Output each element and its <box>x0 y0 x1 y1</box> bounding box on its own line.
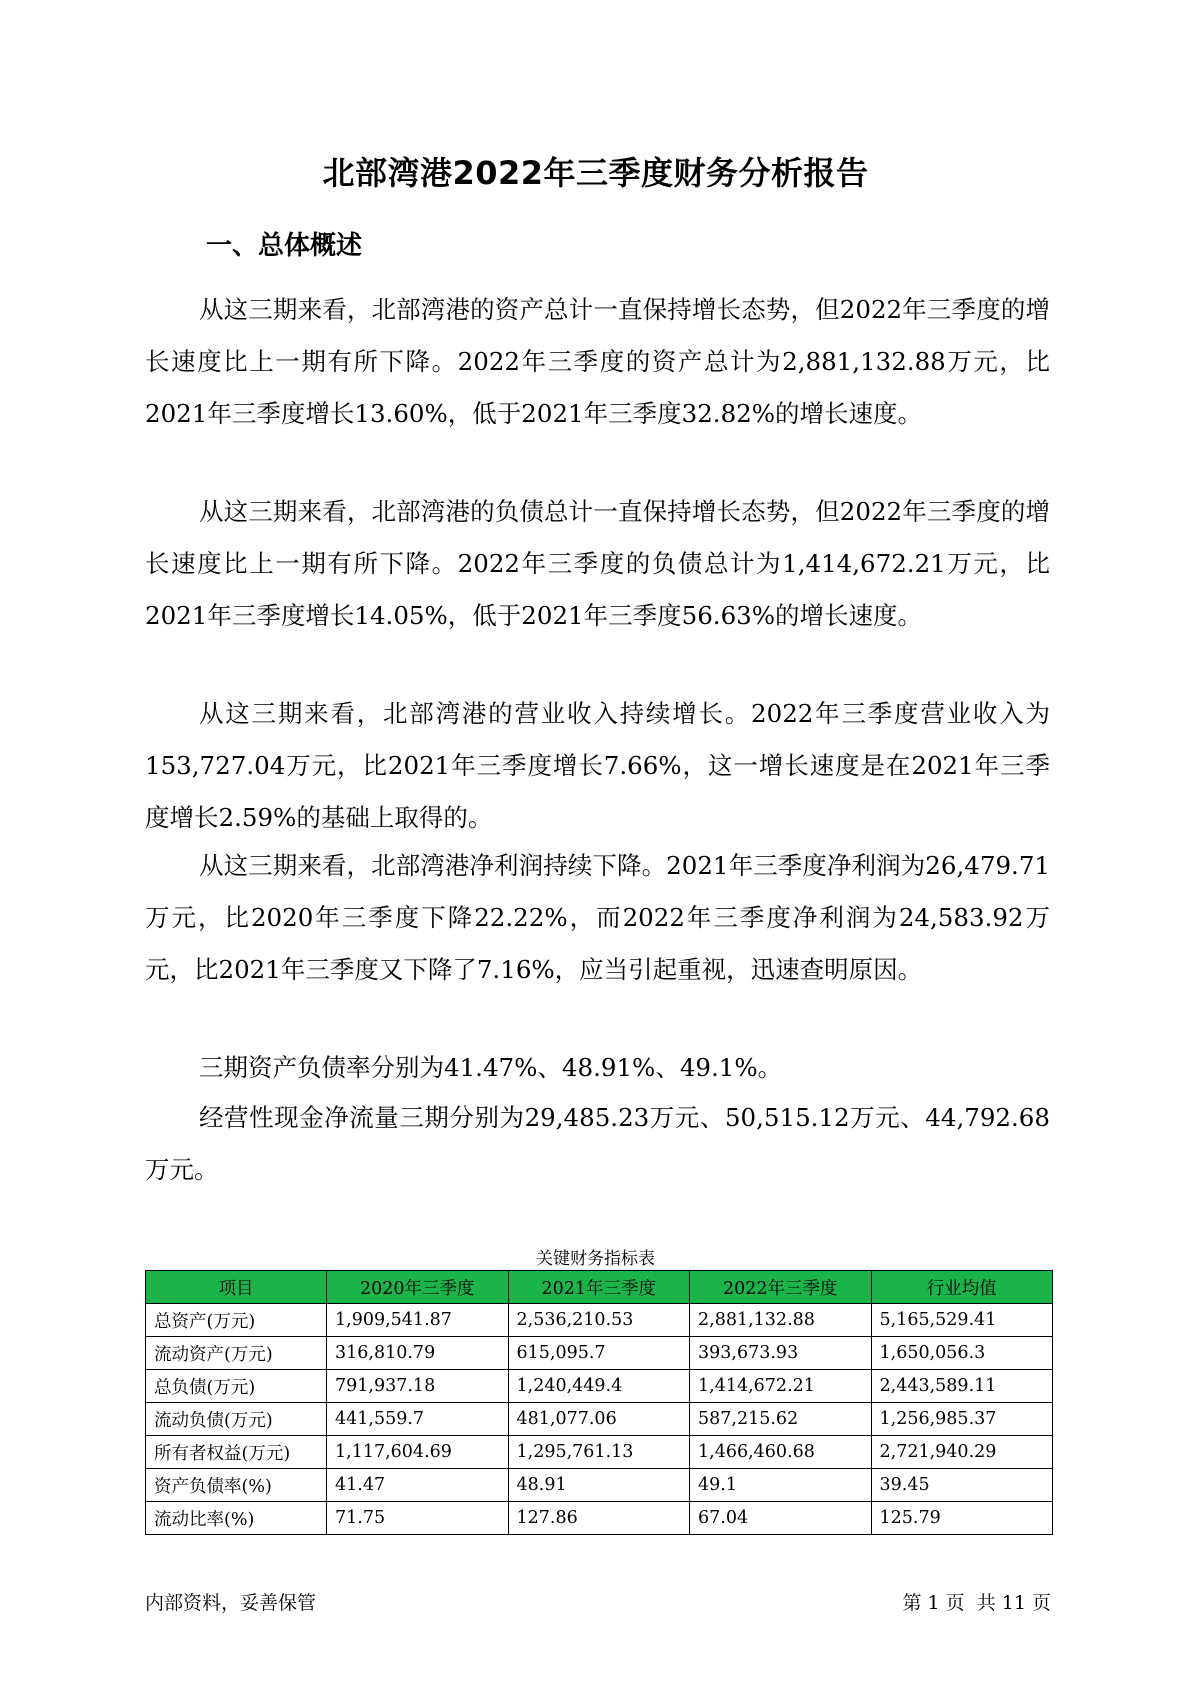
cell-value: 125.79 <box>871 1502 1053 1535</box>
key-financial-table <box>145 1270 1053 1535</box>
report-title: 北部湾港2022年三季度财务分析报告 <box>322 154 869 192</box>
cell-label: 总负债(万元) <box>146 1370 327 1403</box>
cell-value: 1,240,449.4 <box>508 1370 690 1403</box>
paragraph-net-profit: 从这三期来看，北部湾港净利润持续下降。2021年三季度净利润为26,479.71万元，比2020年三季度下降22.22%，而2022年三季度净利润为24,583.92万元，比2021年三季度又下降了7.16%，应当引起重视，迅速查明原因。 <box>145 851 1050 984</box>
header-2022q3: 2022年三季度 <box>690 1271 872 1304</box>
paragraph-cash-flow: 经营性现金净流量三期分别为29,485.23万元、50,515.12万元、44,792.68万元。 <box>145 1103 1050 1184</box>
cell-label: 流动比率(%) <box>146 1502 327 1535</box>
cell-label: 流动资产(万元) <box>146 1337 327 1370</box>
cell-label: 流动负债(万元) <box>146 1403 327 1436</box>
cell-value: 441,559.7 <box>327 1403 509 1436</box>
cell-value: 2,721,940.29 <box>871 1436 1053 1469</box>
header-2021q3: 2021年三季度 <box>508 1271 690 1304</box>
cell-value: 1,117,604.69 <box>327 1436 509 1469</box>
table-header-row <box>146 1271 1053 1304</box>
footer-confidential-note: 内部资料，妥善保管 <box>145 1592 317 1614</box>
cell-value: 127.86 <box>508 1502 690 1535</box>
cell-value: 1,414,672.21 <box>690 1370 872 1403</box>
cell-value: 2,536,210.53 <box>508 1304 690 1337</box>
header-item: 项目 <box>146 1271 327 1304</box>
table-row <box>146 1469 1053 1502</box>
paragraph-revenue: 从这三期来看，北部湾港的营业收入持续增长。2022年三季度营业收入为153,727.04万元，比2021年三季度增长7.66%，这一增长速度是在2021年三季度增长2.59%的基础上取得的。 <box>145 699 1050 832</box>
header-industry-avg: 行业均值 <box>871 1271 1053 1304</box>
cell-value: 5,165,529.41 <box>871 1304 1053 1337</box>
paragraph-debt-ratio: 三期资产负债率分别为41.47%、48.91%、49.1%。 <box>199 1053 783 1082</box>
table-row <box>146 1502 1053 1535</box>
section-heading-overview: 一、总体概述 <box>206 231 363 261</box>
cell-value: 393,673.93 <box>690 1337 872 1370</box>
cell-value: 587,215.62 <box>690 1403 872 1436</box>
cell-value: 49.1 <box>690 1469 872 1502</box>
cell-value: 39.45 <box>871 1469 1053 1502</box>
cell-value: 48.91 <box>508 1469 690 1502</box>
table-row <box>146 1370 1053 1403</box>
cell-label: 所有者权益(万元) <box>146 1436 327 1469</box>
paragraph-liabilities: 从这三期来看，北部湾港的负债总计一直保持增长态势，但2022年三季度的增长速度比上一期有所下降。2022年三季度的负债总计为1,414,672.21万元，比2021年三季度增长14.05%，低于2021年三季度56.63%的增长速度。 <box>145 497 1050 630</box>
cell-value: 1,466,460.68 <box>690 1436 872 1469</box>
cell-value: 481,077.06 <box>508 1403 690 1436</box>
cell-value: 1,256,985.37 <box>871 1403 1053 1436</box>
cell-value: 1,909,541.87 <box>327 1304 509 1337</box>
table-row <box>146 1436 1053 1469</box>
table-caption: 关键财务指标表 <box>536 1249 655 1269</box>
cell-value: 2,443,589.11 <box>871 1370 1053 1403</box>
cell-label: 总资产(万元) <box>146 1304 327 1337</box>
cell-value: 2,881,132.88 <box>690 1304 872 1337</box>
cell-value: 791,937.18 <box>327 1370 509 1403</box>
table-row <box>146 1403 1053 1436</box>
cell-value: 71.75 <box>327 1502 509 1535</box>
paragraph-assets: 从这三期来看，北部湾港的资产总计一直保持增长态势，但2022年三季度的增长速度比上一期有所下降。2022年三季度的资产总计为2,881,132.88万元，比2021年三季度增长13.60%，低于2021年三季度32.82%的增长速度。 <box>145 295 1050 428</box>
cell-label: 资产负债率(%) <box>146 1469 327 1502</box>
footer-page-number: 第 1 页 共 11 页 <box>902 1592 1051 1614</box>
cell-value: 1,650,056.3 <box>871 1337 1053 1370</box>
cell-value: 316,810.79 <box>327 1337 509 1370</box>
table-row <box>146 1337 1053 1370</box>
cell-value: 1,295,761.13 <box>508 1436 690 1469</box>
header-2020q3: 2020年三季度 <box>327 1271 509 1304</box>
cell-value: 41.47 <box>327 1469 509 1502</box>
cell-value: 615,095.7 <box>508 1337 690 1370</box>
cell-value: 67.04 <box>690 1502 872 1535</box>
table-row <box>146 1304 1053 1337</box>
